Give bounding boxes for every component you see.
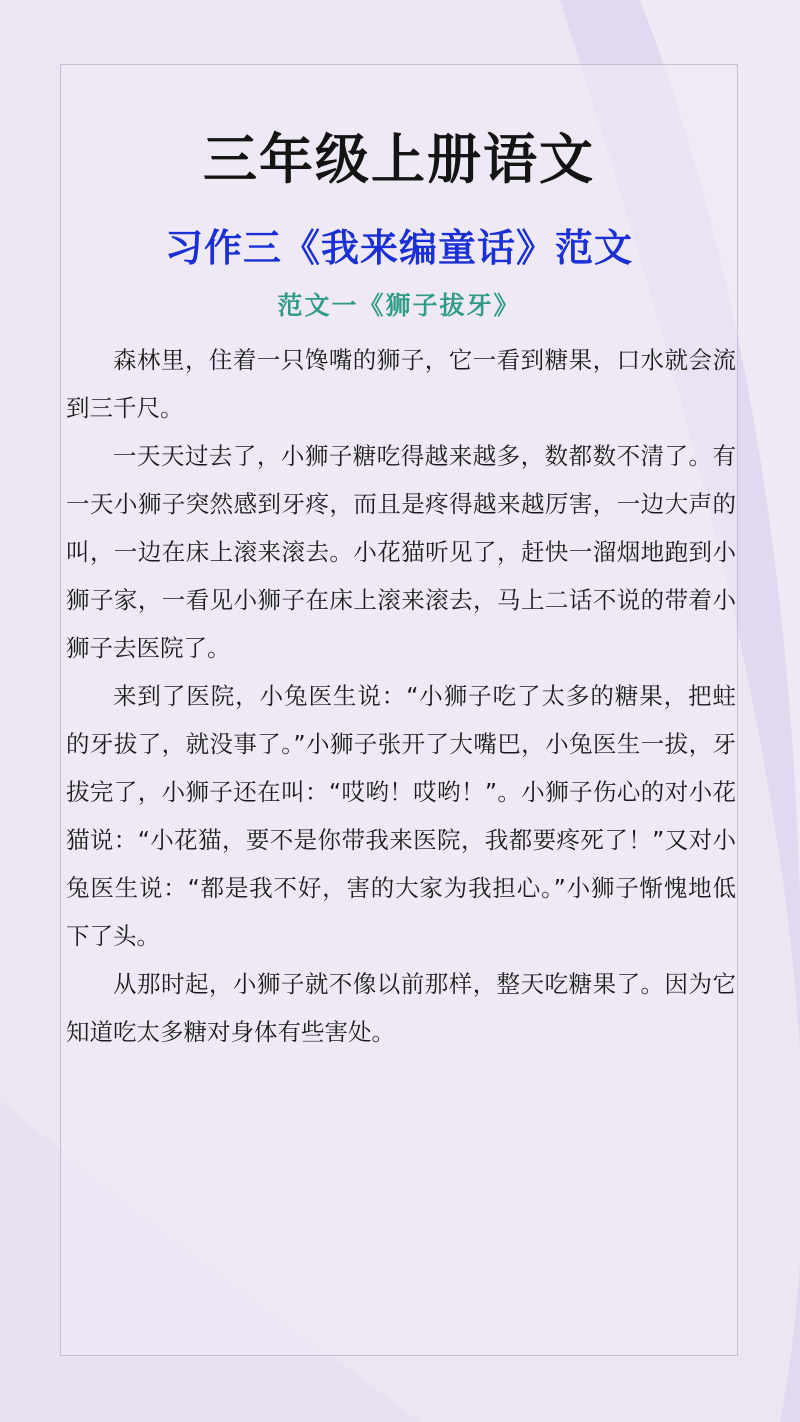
essay-title: 范文一《狮子拔牙》	[277, 291, 521, 320]
essay-body	[66, 336, 736, 1056]
page-subtitle: 习作三《我来编童话》范文	[164, 226, 633, 270]
essay-paragraph: 来到了医院，小兔医生说：“小狮子吃了太多的糖果，把蛀的牙拔了，就没事了。”小狮子张开了大嘴巴，小兔医生一拔，牙拔完了，小狮子还在叫：“哎哟！哎哟！”。小狮子伤心的对小花猫说：“小花猫，要不是你带我来医院，我都要疼死了！”又对小兔医生说：“都是我不好，害的大家为我担心。”小狮子惭愧地低下了头。	[66, 682, 736, 950]
essay-paragraph: 一天天过去了，小狮子糖吃得越来越多，数都数不清了。有一天小狮子突然感到牙疼，而且是疼得越来越厉害，一边大声的叫，一边在床上滚来滚去。小花猫听见了，赶快一溜烟地跑到小狮子家，一看见小狮子在床上滚来滚去，马上二话不说的带着小狮子去医院了。	[66, 442, 736, 662]
essay-paragraph: 森林里，住着一只馋嘴的狮子，它一看到糖果，口水就会流到三千尺。	[66, 346, 736, 422]
essay-paragraph: 从那时起，小狮子就不像以前那样，整天吃糖果了。因为它知道吃太多糖对身体有些害处。	[66, 970, 736, 1046]
page-title: 三年级上册语文	[203, 128, 595, 191]
